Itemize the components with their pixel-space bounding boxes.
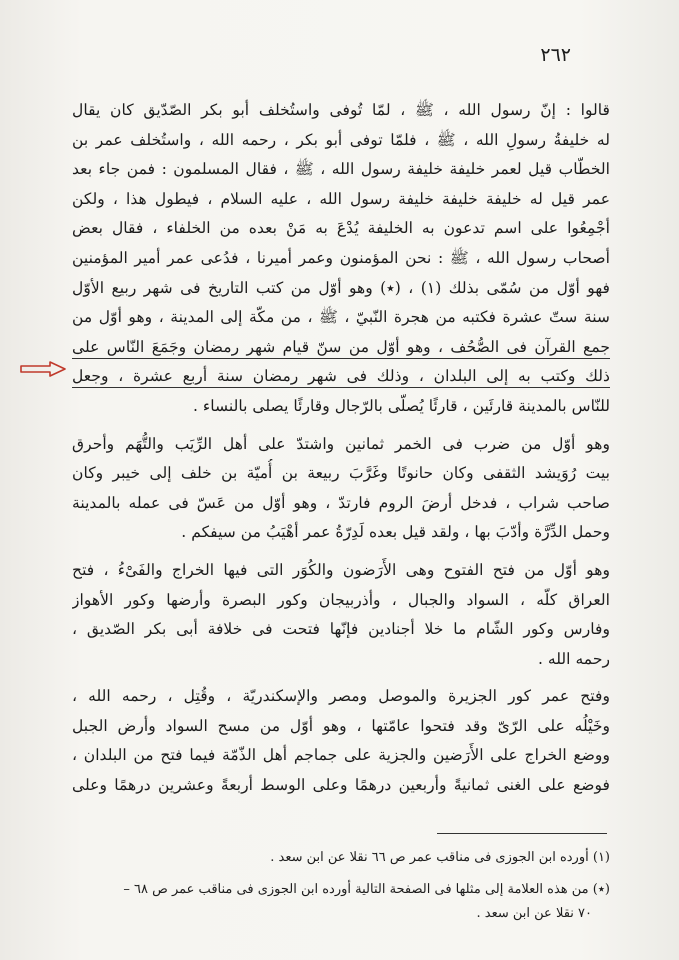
text-line: فوضع على الغنى ثمانيةً وأربعين درهمًا وعلى الوسط أربعةً وعشرين درهمًا وعلى [72,776,610,795]
text-line: سنة ستّ عشرة فكتبه من هجرة النّبيّ ، ﷺ ، من مكّة إلى المدينة ، وهو أوّل من [72,308,610,327]
highlighted-line [72,333,610,363]
text-line: له خليفةُ رسولِ الله ، ﷺ ، فلمّا توفى أبو بكر ، رحمه الله ، واستُخلف عمر بن [72,130,610,149]
page-number: ٢٦٢ [540,44,571,66]
text-line: للنّاس بالمدينة قارئَين ، قارئًا يُصلّى بالرّجال وقارئًا يصلى بالنساء . [192,396,610,415]
text-line: وخَيْلُه على الرّىّ وقد فتحوا عامّتها ، وهو أوّل من مسح السواد وأرض الجبل [72,716,610,735]
text-line: وهو أوّل من فتح الفتوح وهى الأَرَضون والكُوَر التى فيها الخراج والفَىْءُ ، فتح [72,560,610,579]
highlighted-line-text: ذلك وكتب به إلى البلدان ، وذلك فى شهر رمضان سنة أربع عشرة ، وجعل [72,367,610,388]
text-line: ووضع الخراج على الأَرَضين والجزية على جماجم أهل الذّمّة فيما فتح من البلدان ، [72,746,610,765]
text-line: قالوا : إنّ رسول الله ، ﷺ ، لمّا تُوفى واستُخلف أبو بكر الصّدّيق كان يقال [72,101,610,119]
footnote: (١) أورده ابن الجوزى فى مناقب عمر ص ٦٦ نقلا عن ابن سعد . [270,850,610,865]
main-text [72,96,610,801]
text-line: بيت رُوَيشد الثقفى وكان حانوتًا وغَرَّبَ ربيعة بن أُميّة بن خلف إلى خيبر وكان [72,464,610,483]
text-line: وهو أوّل من ضرب فى الخمر ثمانين واشتدّ على أهل الرِّيَب والتُّهَم وأحرق [72,434,610,453]
footnote-separator [437,833,607,834]
footnote: (٭) من هذه العلامة إلى مثلها فى الصفحة التالية أورده ابن الجوزى فى مناقب عمر ص ٦٨ – [123,882,610,897]
footnote-continuation: ٧٠ نقلا عن ابن سعد . [476,906,592,921]
text-line: فهو أوّل من سُمّى بذلك (١) ، (٭) وهو أوّل من كتب التاريخ فى شهر ربيع الأوّل [72,278,610,297]
text-line: العراق كلّه ، السواد والجبال ، وأذربيجان وكور البصرة وأرضها وكور الأهواز [72,590,610,609]
text-line: أجْمِعُوا على اسم تدعون به الخليفة يُدْعَ به مَنْ بعده من الخلفاء ، فقال بعض [72,219,610,238]
highlighted-line [72,362,610,392]
text-line: أصحاب رسول الله ، ﷺ : نحن المؤمنون وعمر أميرنا ، فدُعى عمر أمير المؤمنين [72,248,610,267]
text-line: صاحب شراب ، فدخل أرضَ الروم فارتدّ ، وهو أوّل من عَسّ فى عمله بالمدينة [72,493,610,512]
text-line: وفتح عمر كور الجزيرة والموصل ومصر والإسكندريّة ، وقُتِل ، رحمه الله ، [72,687,610,706]
footnotes [72,846,610,926]
highlighted-line-text: جمع القرآن فى الصُّحُف ، وهو أوّل من سنّ قيام شهر رمضان وجَمَعَ النّاس على [72,338,610,359]
right-arrow-icon [20,361,66,377]
text-line: عمر قيل له خليفة خليفة خليفة رسول الله ، عليه السلام ، فيطول هذا ، ولكن [72,189,610,208]
text-line: رحمه الله . [537,649,610,668]
text-line: وحمل الدِّرَّة وأدّبَ بها ، ولقد قيل بعده لَدِرّةُ عمر أهْيَبُ من سيفكم . [181,523,610,542]
text-line: الخطّاب قيل لعمر خليفة خليفة رسول الله ، ﷺ ، فقال المسلمون : فمن جاء بعد [72,160,610,179]
text-line: وفارس وكور الشّام ما خلا أجنادين فإنّها فتحت فى خلافة أبى بكر الصّديق ، [72,620,610,639]
